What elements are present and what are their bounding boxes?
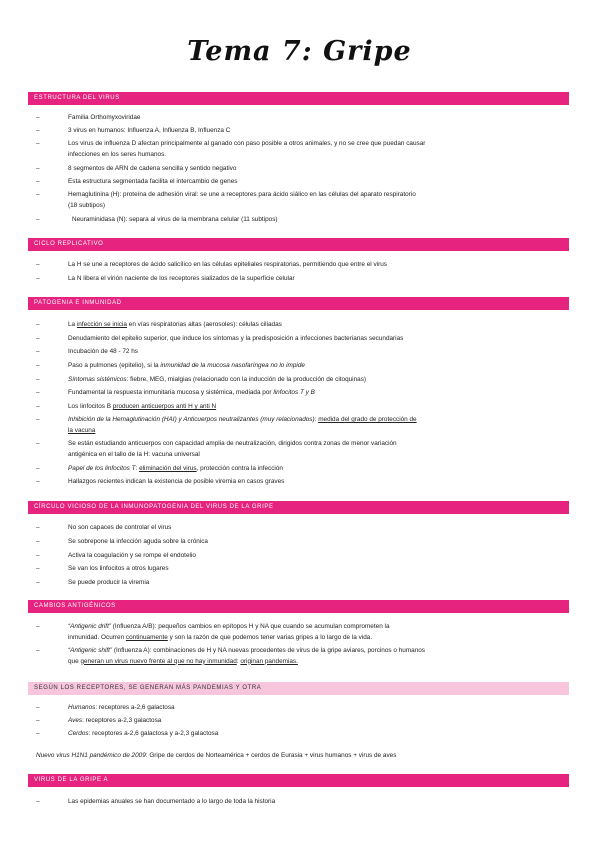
- list-item: – Paso a pulmones (epitelio), si la inmunidad de la mucosa nasofaríngea no lo impide: [36, 362, 305, 369]
- list-item: – Humanos: receptores a-2,6 galactosa: [36, 704, 175, 711]
- list-item: – Inhibición de la Hemaglutinación (HAI) y Anticuerpos neutralizantes (muy relacionados): medida del grado de protección de la vacuna: [36, 416, 417, 434]
- section-header-estructura: ESTRUCTURA DEL VIRUS: [28, 92, 569, 105]
- list-item: – La N libera el virión naciente de los receptores sializados de la superficie celular: [36, 275, 295, 282]
- list-item: – La infección se inicia en vías respiratorias altas (aerosoles): células ciliadas: [36, 321, 282, 328]
- list-item: – Se puede producir la viremia: [36, 579, 150, 586]
- list-item: – Los linfocitos B producen anticuerpos anti H y anti N: [36, 403, 217, 410]
- list-item: – Las epidemias anuales se han documentado a lo largo de toda la historia: [36, 798, 276, 805]
- list-item: – Neuraminidasa (N): separa al virus de la membrana celular (11 subtipos): [36, 216, 278, 223]
- list-item: – Se van los linfocitos a otros lugares: [36, 565, 169, 572]
- section-header-cambios: CAMBIOS ANTIGÉNICOS: [28, 600, 569, 613]
- section-header-receptores: SEGÚN LOS RECEPTORES, SE GENERAN MÁS PANDEMIAS Y OTRA: [28, 682, 569, 695]
- section-header-gripe-a: VIRUS DE LA GRIPE A: [28, 774, 569, 787]
- list-item: – Papel de los linfocitos T: eliminación del virus, protección contra la infección: [36, 465, 283, 472]
- list-item: – 3 virus en humanos: Influenza A, Influenza B, Influenza C: [36, 127, 231, 134]
- list-item: – Se sobrepone la infección aguda sobre la crónica: [36, 538, 208, 545]
- list-item: – Activa la coagulación y se rompe el endotelio: [36, 552, 196, 559]
- list-item: – Se están estudiando anticuerpos con capacidad amplia de neutralización, dirigidos contra zonas de menor variación antigénica en el tallo de la H: vacuna universal: [36, 440, 397, 458]
- section-header-patogenia: PATOGENIA E INMUNIDAD: [28, 297, 569, 310]
- note-h1n1: Nuevo virus H1N1 pandémico de 2009: Gripe de cerdos de Norteamérica + cerdos de Eurasia + virus humanos + virus de aves: [36, 752, 397, 759]
- list-item: – Síntomas sistémicos: fiebre, MEG, mialgias (relacionado con la inducción de la producción de citoquinas): [36, 376, 367, 383]
- list-item: – Aves: receptores a-2,3 galactosa: [36, 717, 162, 724]
- list-item: – Hallazgos recientes indican la existencia de posible viremia en casos graves: [36, 478, 285, 485]
- list-item: – Hemaglutinina (H): proteína de adhesión viral: se une a receptores para ácido siálico en las células del aparato respiratorio (18 subtipos): [36, 191, 416, 209]
- list-item: – No son capaces de controlar el virus: [36, 524, 172, 531]
- list-item: – “Antigenic drift” (Influenza A/B): pequeños cambios en epítopos H y NA que cuando se acumulan comprometen la inmunidad. Ocurren continuamente y son la razón de que podemos tener varias gripes a lo largo de la vida.: [36, 623, 390, 641]
- page-title: Tema 7: Gripe: [187, 36, 412, 67]
- list-item: – La H se une a receptores de ácido salicílico en las células epiteliales respiratorias, permitiendo que entre el virus: [36, 261, 387, 268]
- section-header-ciclo: CICLO REPLICATIVO: [28, 238, 569, 251]
- list-item: – Familia Orthomyxoviridae: [36, 114, 141, 121]
- list-item: – Cerdos: receptores a-2,6 galactosa y a-2,3 galactosa: [36, 730, 219, 737]
- section-header-circulo: CÍRCULO VICIOSO DE LA INMUNOPATOGENIA DEL VIRUS DE LA GRIPE: [28, 501, 569, 514]
- list-item: – Denudamiento del epitelio superior, que induce los síntomas y la predisposición a infecciones bacterianas secundarias: [36, 335, 404, 342]
- list-item: – Fundamental la respuesta inmunitaria mucosa y sistémica, mediada por linfocitos T y B: [36, 389, 315, 396]
- list-item: – Los virus de influenza D afectan principalmente al ganado con paso posible a otros animales, y no se cree que puedan causar infecciones en los seres humanos.: [36, 140, 426, 158]
- list-item: – Esta estructura segmentada facilita el intercambio de genes: [36, 178, 238, 185]
- list-item: – “Antigenic shift” (Influenza A): combinaciones de H y NA nuevas procedentes de virus de la gripe aviares, porcinos o humanos que generan un virus nuevo frente al que no hay inmunidad: originan pandemias.: [36, 647, 426, 665]
- list-item: – Incubación de 48 - 72 hs: [36, 348, 138, 355]
- list-item: – 8 segmentos de ARN de cadena sencilla y sentido negativo: [36, 165, 237, 172]
